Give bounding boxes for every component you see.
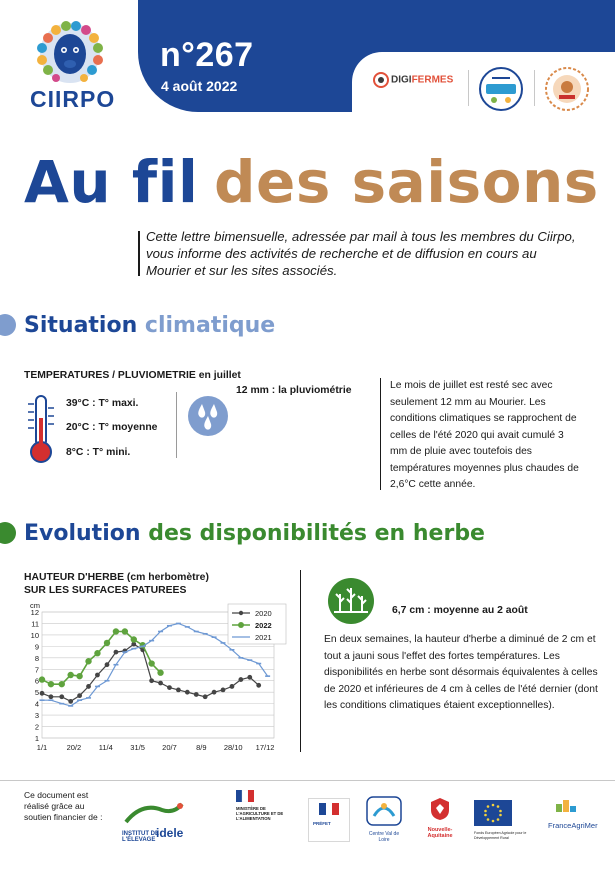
footer-support-text: Ce document est réalisé grâce au soutien financier de : [24, 790, 103, 822]
brand-name: CIIRPO [30, 86, 116, 112]
partner-divider [468, 70, 469, 106]
digifermes-digi: DIGI [391, 74, 412, 86]
chart-point-2020 [77, 693, 82, 698]
herb-text: En deux semaines, la hauteur d'herbe a diminué de 2 cm et tout a jauni sous l'effet des fortes températures. Les disponibilités en herbe sont désormais équivalentes à celles de 2020 et inférieures de 4 cm à celles de l'été dernier (dont les conditions climatiques étaient exceptionnelles). [324, 634, 598, 711]
prefet-text: PRÉFET [313, 821, 331, 826]
chart-y-tick: 5 [34, 688, 39, 698]
centre-val-de-loire-logo [366, 796, 402, 842]
chart-y-tick: 12 [30, 608, 39, 617]
nouvelle-aquitaine-logo [420, 796, 460, 842]
chart-point-2020 [230, 684, 235, 689]
ministere-text: MINISTÈRE DE L'AGRICULTURE ET DE L'ALIMENTATION [236, 806, 284, 821]
section-bullet-icon-2 [0, 522, 16, 544]
producer-seal-icon [544, 66, 590, 112]
chart-point-2020 [49, 694, 54, 699]
chart-legend-label-2020: 2020 [255, 609, 272, 618]
chart-point-2022 [94, 650, 100, 656]
temp-avg-value: 20°C [66, 422, 90, 433]
chart-legend-label-2022: 2022 [255, 621, 272, 630]
chart-x-tick: 31/5 [130, 743, 145, 752]
chart-point-2022 [157, 670, 163, 676]
herb-highlight: 6,7 cm : moyenne au 2 août [392, 605, 528, 616]
chart-x-tick: 28/10 [223, 743, 243, 752]
chart-point-2022 [67, 672, 73, 678]
chart-point-2020 [203, 694, 208, 699]
chart-point-2022 [104, 640, 110, 646]
chart-point-2020 [95, 673, 100, 678]
temp-avg [66, 422, 157, 433]
ciirpo-logo-icon [20, 18, 120, 88]
temp-min-value: 8°C [66, 447, 84, 458]
chart-point-2022 [131, 636, 137, 642]
newsletter-title-part2: des saisons [214, 148, 599, 216]
section1-heading [24, 313, 275, 338]
intro-rule [138, 231, 140, 276]
chart-x-tick: 17/12 [255, 743, 275, 752]
franceagrimer-logo [548, 800, 610, 840]
chart-point-2022 [85, 658, 91, 664]
section1-heading-a: Situation [24, 313, 138, 338]
section2-heading-b: des disponibilités en herbe [148, 521, 485, 546]
chart-point-2020 [256, 683, 261, 688]
chart-point-2022 [122, 628, 128, 634]
chart-y-tick: 10 [30, 630, 39, 640]
franceagrimer-text: FranceAgriMer [548, 821, 598, 830]
section1-subtitle-main: TEMPERATURES / PLUVIOMETRIE [24, 370, 196, 381]
section2-heading [24, 521, 485, 546]
footer-rule [0, 780, 615, 781]
europe-logo [474, 800, 544, 844]
chart-point-2022 [76, 673, 82, 679]
chart-point-2020 [114, 650, 119, 655]
franceagrimer-icon [556, 800, 576, 816]
chart-legend-label-2021: 2021 [255, 633, 272, 642]
chart-title-line2: SUR LES SURFACES PATUREES [24, 585, 187, 596]
nouvelle-aquitaine-text: Nouvelle-Aquitaine [427, 827, 453, 839]
chart-point-2020 [59, 694, 64, 699]
chart-point-2020 [185, 690, 190, 695]
chart-x-tick: 8/9 [196, 743, 207, 752]
grass-height-chart [24, 598, 294, 758]
rain-drops-icon [186, 394, 230, 438]
chart-point-2022 [148, 660, 154, 666]
section2-heading-a: Evolution [24, 521, 141, 546]
flag-icon [236, 790, 254, 802]
chart-point-2020 [194, 692, 199, 697]
chart-title-line1: HAUTEUR D'HERBE (cm herbomètre) [24, 572, 209, 583]
digifermes-icon [373, 72, 389, 88]
nouvelle-aquitaine-icon [427, 796, 453, 822]
chart-point-2020 [158, 681, 163, 686]
chart-point-2022 [39, 676, 45, 682]
chart-y-tick: 4 [34, 699, 39, 709]
chart-y-tick: 6 [34, 676, 39, 686]
temp-max [66, 398, 138, 409]
digifermes-logo [373, 72, 453, 88]
herb-text-rule [300, 570, 301, 752]
section-bullet-icon [0, 314, 16, 336]
chart-point-2022 [59, 681, 65, 687]
chart-point-2020 [149, 678, 154, 683]
intro-text: Cette lettre bimensuelle, adressée par mail à tous les membres du Ciirpo, vous informe des activités de recherche et de diffusion en cours au Mourier et sur les sites associés. [146, 229, 576, 278]
chart-y-axis-label: cm [30, 601, 40, 610]
idele-icon [122, 800, 186, 826]
climate-text: Le mois de juillet est resté sec avec seulement 12 mm au Mourier. Les conditions climatiques se rapprochent de celles de l'été 2020 qui avait cumulé 3 mm de pluie avec toutefois des températures moyennes plus chaudes de 2,6°C cette année. [390, 380, 579, 490]
temp-min [66, 447, 130, 458]
centre-icon [366, 796, 402, 826]
idele-logo [122, 800, 186, 844]
chart-y-tick: 8 [34, 653, 39, 663]
chart-x-tick: 11/4 [98, 743, 113, 752]
centre-text: Centre Val de Loire [368, 831, 400, 843]
ministere-logo [200, 790, 290, 840]
section1-subtitle-suffix: en juillet [195, 370, 241, 381]
chart-point-2020 [247, 675, 252, 680]
chart-point-2020 [105, 662, 110, 667]
section1-subtitle [24, 370, 241, 381]
chart-point-2020 [238, 677, 243, 682]
newsletter-title-part1: Au fil [24, 148, 199, 216]
chart-point-2020 [40, 691, 45, 696]
chart-x-tick: 20/7 [162, 743, 177, 752]
idele-caption: INSTITUT DE L'ÉLEVAGE [122, 831, 159, 843]
chart-point-2020 [86, 684, 91, 689]
temp-max-value: 39°C [66, 398, 90, 409]
temp-max-label: : T° maxi. [89, 398, 139, 409]
chart-y-tick: 1 [34, 734, 39, 743]
europe-text: Fonds Européen Agricole pour le Développement Rural [474, 831, 527, 840]
chart-point-2020 [212, 690, 217, 695]
chart-point-2020 [221, 687, 226, 692]
climate-text-rule [380, 378, 381, 490]
chart-y-tick: 3 [34, 711, 39, 721]
chart-legend-marker-2020 [239, 611, 243, 615]
chart-x-tick: 20/2 [66, 743, 82, 752]
rain-total: 12 mm : la pluviométrie [236, 385, 352, 396]
chart-y-tick: 9 [34, 642, 39, 652]
issue-number: n°267 [160, 36, 254, 74]
chart-legend-marker-2022 [238, 622, 244, 628]
chart-point-2020 [167, 685, 172, 690]
idele-wordmark: idele [156, 826, 184, 840]
label-badge-icon [478, 66, 524, 112]
partner-divider-2 [534, 70, 535, 106]
chart-point-2020 [176, 687, 181, 692]
temp-avg-label: : T° moyenne [89, 422, 158, 433]
chart-point-2022 [48, 681, 54, 687]
chart-point-2022 [113, 628, 119, 634]
chart-y-tick: 2 [34, 722, 39, 732]
temp-min-label: : T° mini. [83, 447, 131, 458]
temp-divider [176, 392, 177, 458]
eu-flag-icon [474, 800, 512, 826]
digifermes-fermes: FERMES [411, 74, 454, 86]
prefet-flag-icon [319, 803, 339, 815]
issue-date: 4 août 2022 [161, 78, 238, 94]
prefet-logo [308, 798, 350, 842]
thermometer-icon [24, 392, 58, 466]
section1-heading-b: climatique [144, 313, 276, 338]
chart-y-tick: 11 [31, 619, 39, 629]
chart-point-2020 [68, 699, 73, 704]
grass-icon [326, 576, 376, 626]
chart-x-tick: 1/1 [36, 743, 48, 752]
chart-y-tick: 7 [34, 665, 39, 675]
